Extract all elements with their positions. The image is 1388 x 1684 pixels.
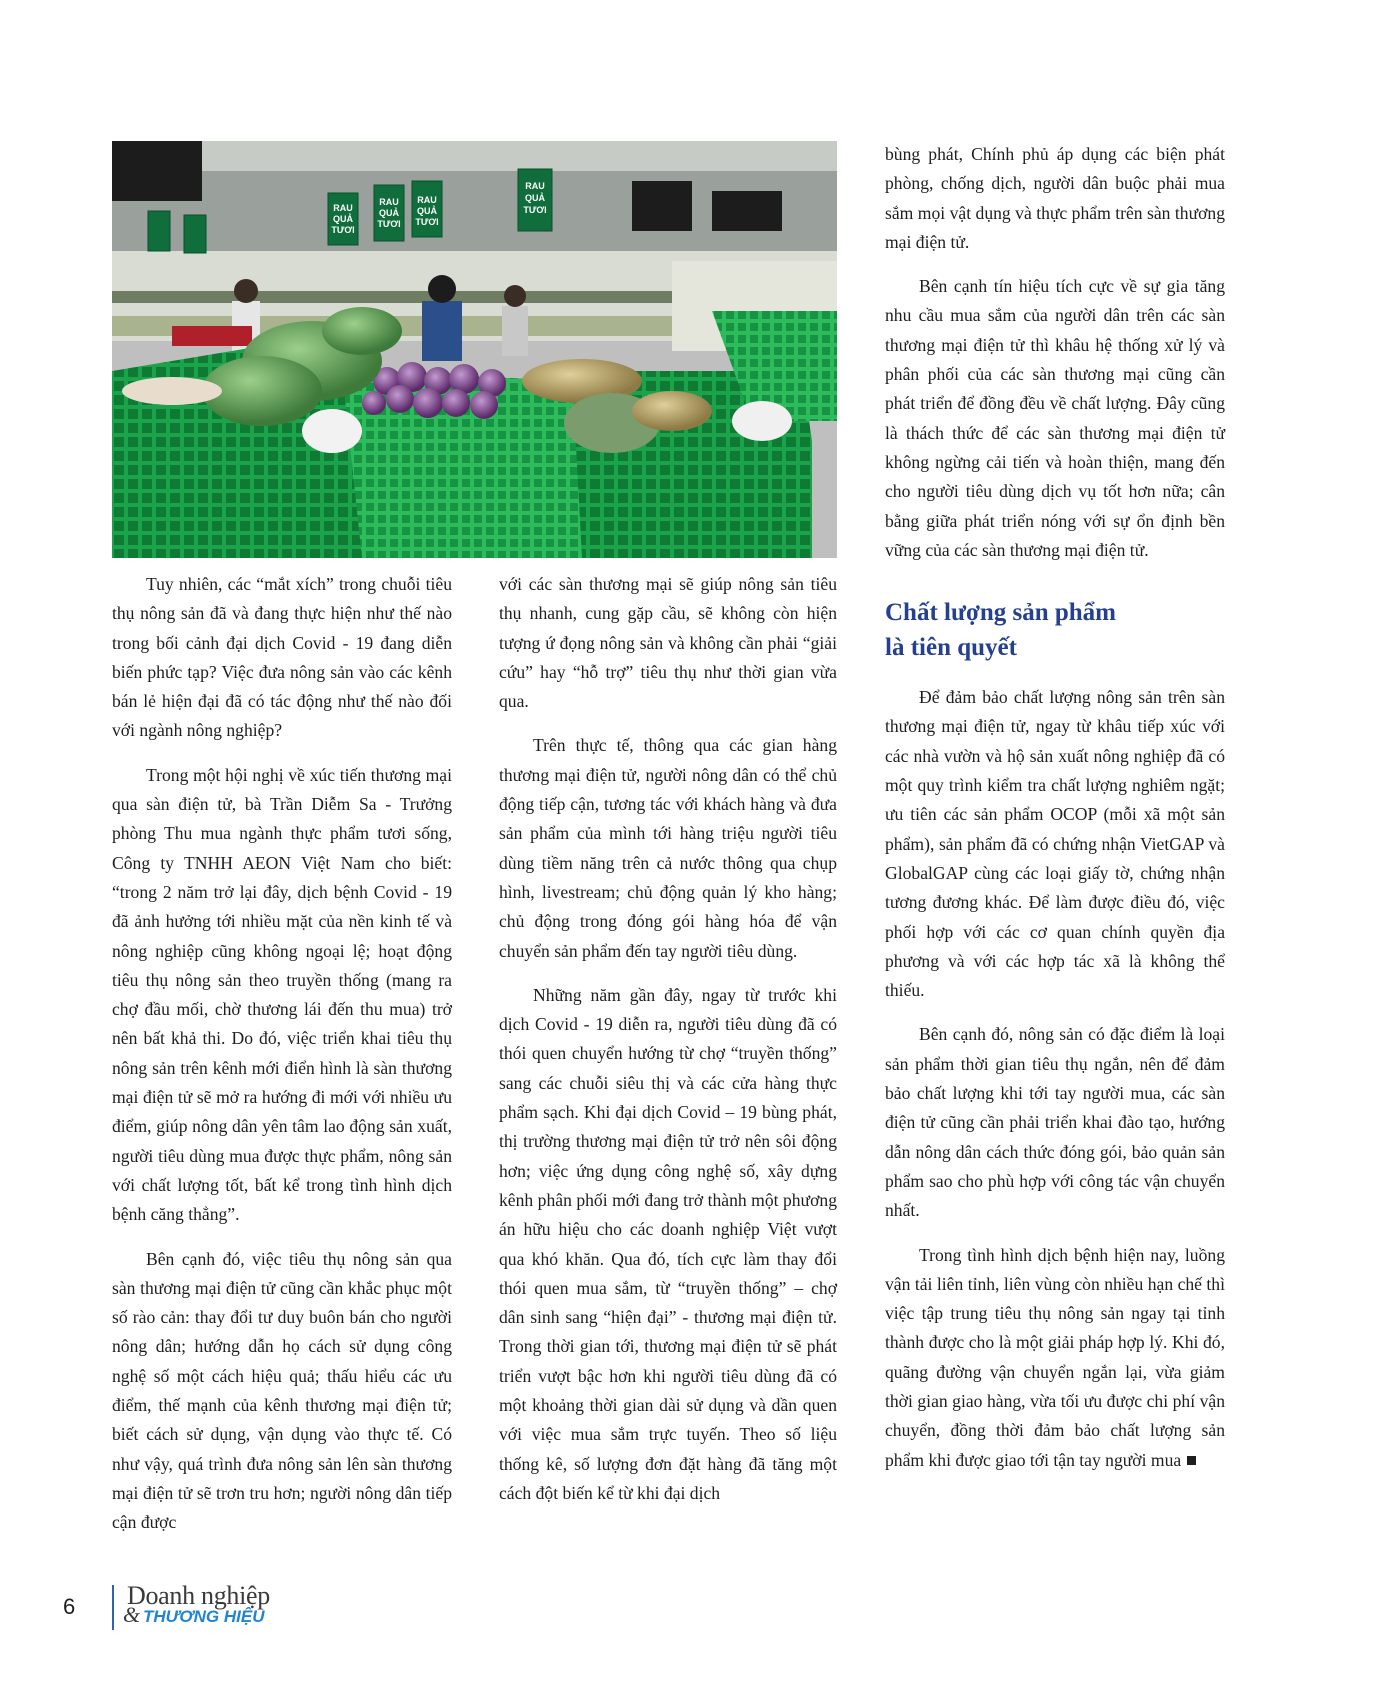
supermarket-produce-image [112, 141, 837, 558]
brand-name-line-2: THƯƠNG HIỆU [143, 1607, 265, 1626]
paragraph: Trong một hội nghị về xúc tiến thương mại qua sàn điện tử, bà Trần Diễm Sa - Trưởng phòng Thu mua ngành thực phẩm tươi sống, Công ty TNHH AEON Việt Nam cho biết: “trong 2 năm trở lại đây, dịch bệnh Covid - 19 đã ảnh hưởng tới nhiều mặt của nền kinh tế và nông nghiệp cũng không ngoại lệ; hoạt động tiêu thụ nông sản theo truyền thống (mang ra chợ đầu mối, chờ thương lái đến thu mua) trở nên bất khả thi. Do đó, việc triển khai tiêu thụ nông sản trên kênh mới điển hình là sàn thương mại điện tử sẽ mở ra hướng đi mới với nhiều ưu điểm, giúp nông dân yên tâm lao động sản xuất, người tiêu dùng mua được thực phẩm, nông sản với chất lượng tốt, bất kể trong tình hình dịch bệnh căng thẳng”. [112, 764, 452, 1225]
paragraph-last [885, 1241, 1225, 1475]
brand-ampersand: & [123, 1602, 141, 1627]
svg-text:QUẢ: QUẢ [417, 206, 437, 216]
paragraph: Để đảm bảo chất lượng nông sản trên sàn thương mại điện tử, ngay từ khâu tiếp xúc với các nhà vườn và hộ sản xuất nông nghiệp đã có một quy trình kiểm tra chất lượng nghiêm ngặt; ưu tiên các sản phẩm OCOP (mỗi xã một sản phẩm), sản phẩm đã có chứng nhận VietGAP và GlobalGAP cùng các loại giấy tờ, chứng nhận tương đương khác. Để làm được điều đó, việc phối hợp với các cơ quan chính quyền địa phương và với các hợp tác xã là không thể thiếu. [885, 687, 1225, 1001]
end-mark-icon [1187, 1456, 1196, 1465]
column-3 [885, 140, 1225, 1490]
section-heading-line-2: là tiên quyết [885, 634, 1017, 662]
brand-name-line-1: Doanh nghiệp [127, 1581, 270, 1610]
article-photo [112, 141, 837, 558]
svg-text:QUẢ: QUẢ [333, 214, 353, 224]
svg-text:TƯƠI: TƯƠI [523, 205, 547, 215]
paragraph: bùng phát, Chính phủ áp dụng các biện phát phòng, chống dịch, người dân buộc phải mua sắm mọi vật dụng và thực phẩm trên sàn thương mại điện tử. [885, 144, 1225, 252]
column-1 [112, 570, 452, 1553]
paragraph: Bên cạnh tín hiệu tích cực về sự gia tăng nhu cầu mua sắm của người dân trên các sàn thương mại điện tử thì khâu hệ thống xử lý và phân phối của các sàn thương mại cũng cần phát triển để đồng đều về chất lượng. Đây cũng là thách thức để các sàn thương mại điện tử không ngừng cải tiến và hoàn thiện, mang đến cho người tiêu dùng dịch vụ tốt hơn nữa; cân bằng giữa phát triển nóng với sự ổn định bền vững của các sàn thương mại điện tử. [885, 276, 1225, 560]
section-heading [885, 595, 1225, 665]
svg-text:RAU: RAU [417, 195, 437, 205]
column-2 [499, 570, 837, 1523]
svg-text:TƯƠI: TƯƠI [415, 217, 439, 227]
svg-text:RAU: RAU [333, 203, 353, 213]
paragraph: Những năm gần đây, ngay từ trước khi dịch Covid - 19 diễn ra, người tiêu dùng đã có thói quen chuyển hướng từ chợ “truyền thống” sang các chuỗi siêu thị và các cửa hàng thực phẩm sạch. Khi đại dịch Covid – 19 bùng phát, thị trường thương mại điện tử trở nên sôi động hơn; việc ứng dụng công nghệ số, xây dựng kênh phân phối mới đang trở thành một phương án hữu hiệu cho các doanh nghiệp Việt vượt qua khó khăn. Qua đó, tích cực làm thay đổi thói quen mua sắm, từ “truyền thống” – chợ dân sinh sang “hiện đại” - thương mại điện tử. Trong thời gian tới, thương mại điện tử sẽ phát triển vượt bậc hơn khi người tiêu dùng đã có một khoảng thời gian dài sử dụng và dần quen với việc mua sắm trực tuyến. Theo số liệu thống kê, số lượng đơn đặt hàng đã tăng một cách đột biến kể từ khi đại dịch [499, 984, 837, 1503]
svg-text:RAU: RAU [379, 197, 399, 207]
svg-text:TƯƠI: TƯƠI [331, 225, 355, 235]
paragraph: Tuy nhiên, các “mắt xích” trong chuỗi tiêu thụ nông sản đã và đang thực hiện như thế nào trong bối cảnh đại dịch Covid - 19 đang diễn biến phức tạp? Việc đưa nông sản vào các kênh bán lẻ hiện đại đã có tác động như thế nào đối với ngành nông nghiệp? [112, 574, 452, 741]
svg-text:RAU: RAU [525, 181, 545, 191]
svg-text:QUẢ: QUẢ [379, 208, 399, 218]
section-heading-line-1: Chất lượng sản phẩm [885, 599, 1116, 627]
paragraph: Trên thực tế, thông qua các gian hàng thương mại điện tử, người nông dân có thể chủ động tiếp cận, tương tác với khách hàng và đưa sản phẩm của mình tới hàng triệu người tiêu dùng tiềm năng trên cả nước thông qua chụp hình, livestream; chủ động quản lý kho hàng; chủ động trong đóng gói hàng hóa để vận chuyển sản phẩm đến tay người tiêu dùng. [499, 735, 837, 961]
svg-text:QUẢ: QUẢ [525, 193, 545, 203]
svg-text:TƯƠI: TƯƠI [377, 219, 401, 229]
page-number: 6 [63, 1594, 76, 1619]
paragraph: với các sàn thương mại sẽ giúp nông sản tiêu thụ nhanh, cung gặp cầu, sẽ không còn hiện tượng ứ đọng nông sản và không cần phải “giải cứu” hay “hỗ trợ” tiêu thụ như thời gian vừa qua. [499, 574, 837, 712]
paragraph: Bên cạnh đó, việc tiêu thụ nông sản qua sàn thương mại điện tử cũng cần khắc phục một số rào cản: thay đổi tư duy buôn bán cho người nông dân; hướng dẫn họ cách sử dụng công nghệ số một cách hiệu quả; thấu hiểu các ưu điểm, thế mạnh của kênh thương mại điện tử; biết cách sử dụng, vận dụng vào thực tế. Có như vậy, quá trình đưa nông sản lên sàn thương mại điện tử sẽ trơn tru hơn; người nông dân tiếp cận được [112, 1248, 452, 1533]
paragraph-text: Trong tình hình dịch bệnh hiện nay, luồng vận tải liên tỉnh, liên vùng còn nhiều hạn chế thì việc tập trung tiêu thụ nông sản ngay tại tỉnh thành được cho là một giải pháp hợp lý. Khi đó, quãng đường vận chuyển ngắn lại, vừa giảm thời gian giao hàng, vừa tối ưu được chi phí vận chuyển, đồng thời đảm bảo chất lượng sản phẩm khi được giao tới tận tay người mua [885, 1244, 1225, 1470]
paragraph: Bên cạnh đó, nông sản có đặc điểm là loại sản phẩm thời gian tiêu thụ ngắn, nên để đảm bảo chất lượng khi tới tay người mua, các sàn điện tử cũng cần phải triển khai đào tạo, hướng dẫn nông dân cách thức đóng gói, bảo quản sản phẩm sao cho phù hợp với công tác vận chuyển nhất. [885, 1024, 1225, 1221]
footer-divider [112, 1585, 114, 1630]
